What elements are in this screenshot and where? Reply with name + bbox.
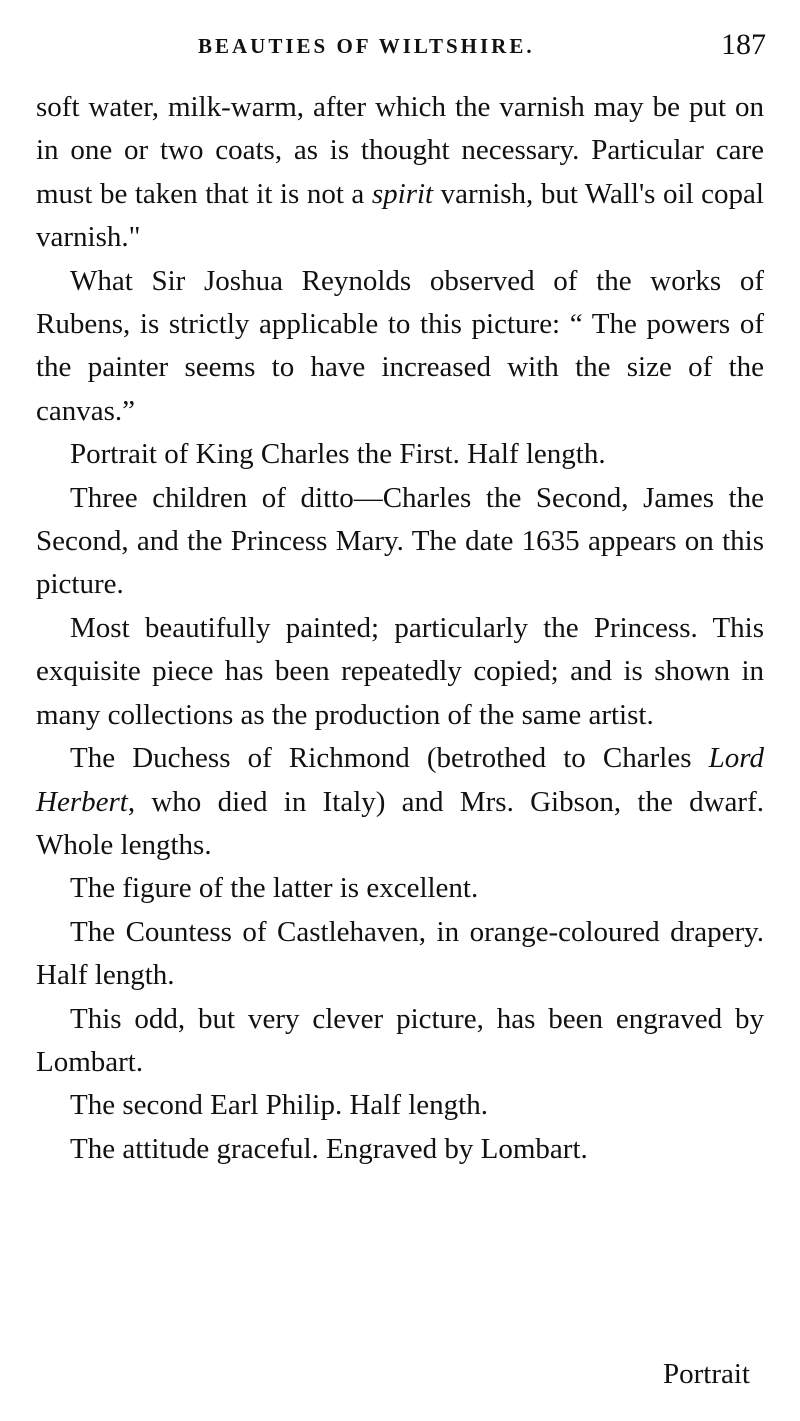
paragraph-second-earl: The second Earl Philip. Half length. bbox=[70, 1089, 488, 1122]
page-header bbox=[36, 28, 766, 68]
italic-spirit: spirit bbox=[371, 177, 434, 210]
paragraph-figure-latter: The figure of the latter is excellent. bbox=[70, 872, 479, 905]
catchword: Portrait bbox=[663, 1358, 750, 1390]
paragraph-odd-picture: This odd, but very clever picture, has been engraved by Lombart. bbox=[36, 1002, 764, 1078]
paragraph-duchess-richmond: The Duchess of Richmond (betrothed to Charles Lord Herbert, who died in Italy) and Mrs. Gibson, the dwarf. Whole lengths. bbox=[36, 742, 764, 861]
running-title: BEAUTIES OF WILTSHIRE. bbox=[198, 34, 535, 58]
paragraph-countess-castlehaven: The Countess of Castlehaven, in orange-coloured drapery. Half length. bbox=[36, 915, 764, 992]
paragraph-reynolds: What Sir Joshua Reynolds observed of the works of Rubens, is strictly applicable to this picture: “ The powers of the painter seems to have increased with the size of the canvas.” bbox=[36, 264, 764, 427]
body-text bbox=[36, 86, 764, 1171]
paragraph-beautifully-painted: Most beautifully painted; particularly the Princess. This exquisite piece has been repeatedly copied; and is shown in many collections as the production of the same artist. bbox=[36, 611, 764, 731]
paragraph-varnish: soft water, milk-warm, after which the varnish may be put on in one or two coats, as is thought necessary. Particular care must be taken that it is not a spirit varnish, but Wall's oil copal varnish." bbox=[36, 91, 764, 254]
italic-lord-herbert: Lord Herbert bbox=[36, 742, 764, 818]
page-number: 187 bbox=[721, 28, 766, 61]
paragraph-three-children: Three children of ditto—Charles the Second, James the Second, and the Princess Mary. The date 1635 appears on this picture. bbox=[36, 481, 764, 601]
paragraph-king-charles: Portrait of King Charles the First. Half length. bbox=[70, 438, 606, 471]
paragraph-attitude-graceful: The attitude graceful. Engraved by Lombart. bbox=[70, 1132, 588, 1165]
